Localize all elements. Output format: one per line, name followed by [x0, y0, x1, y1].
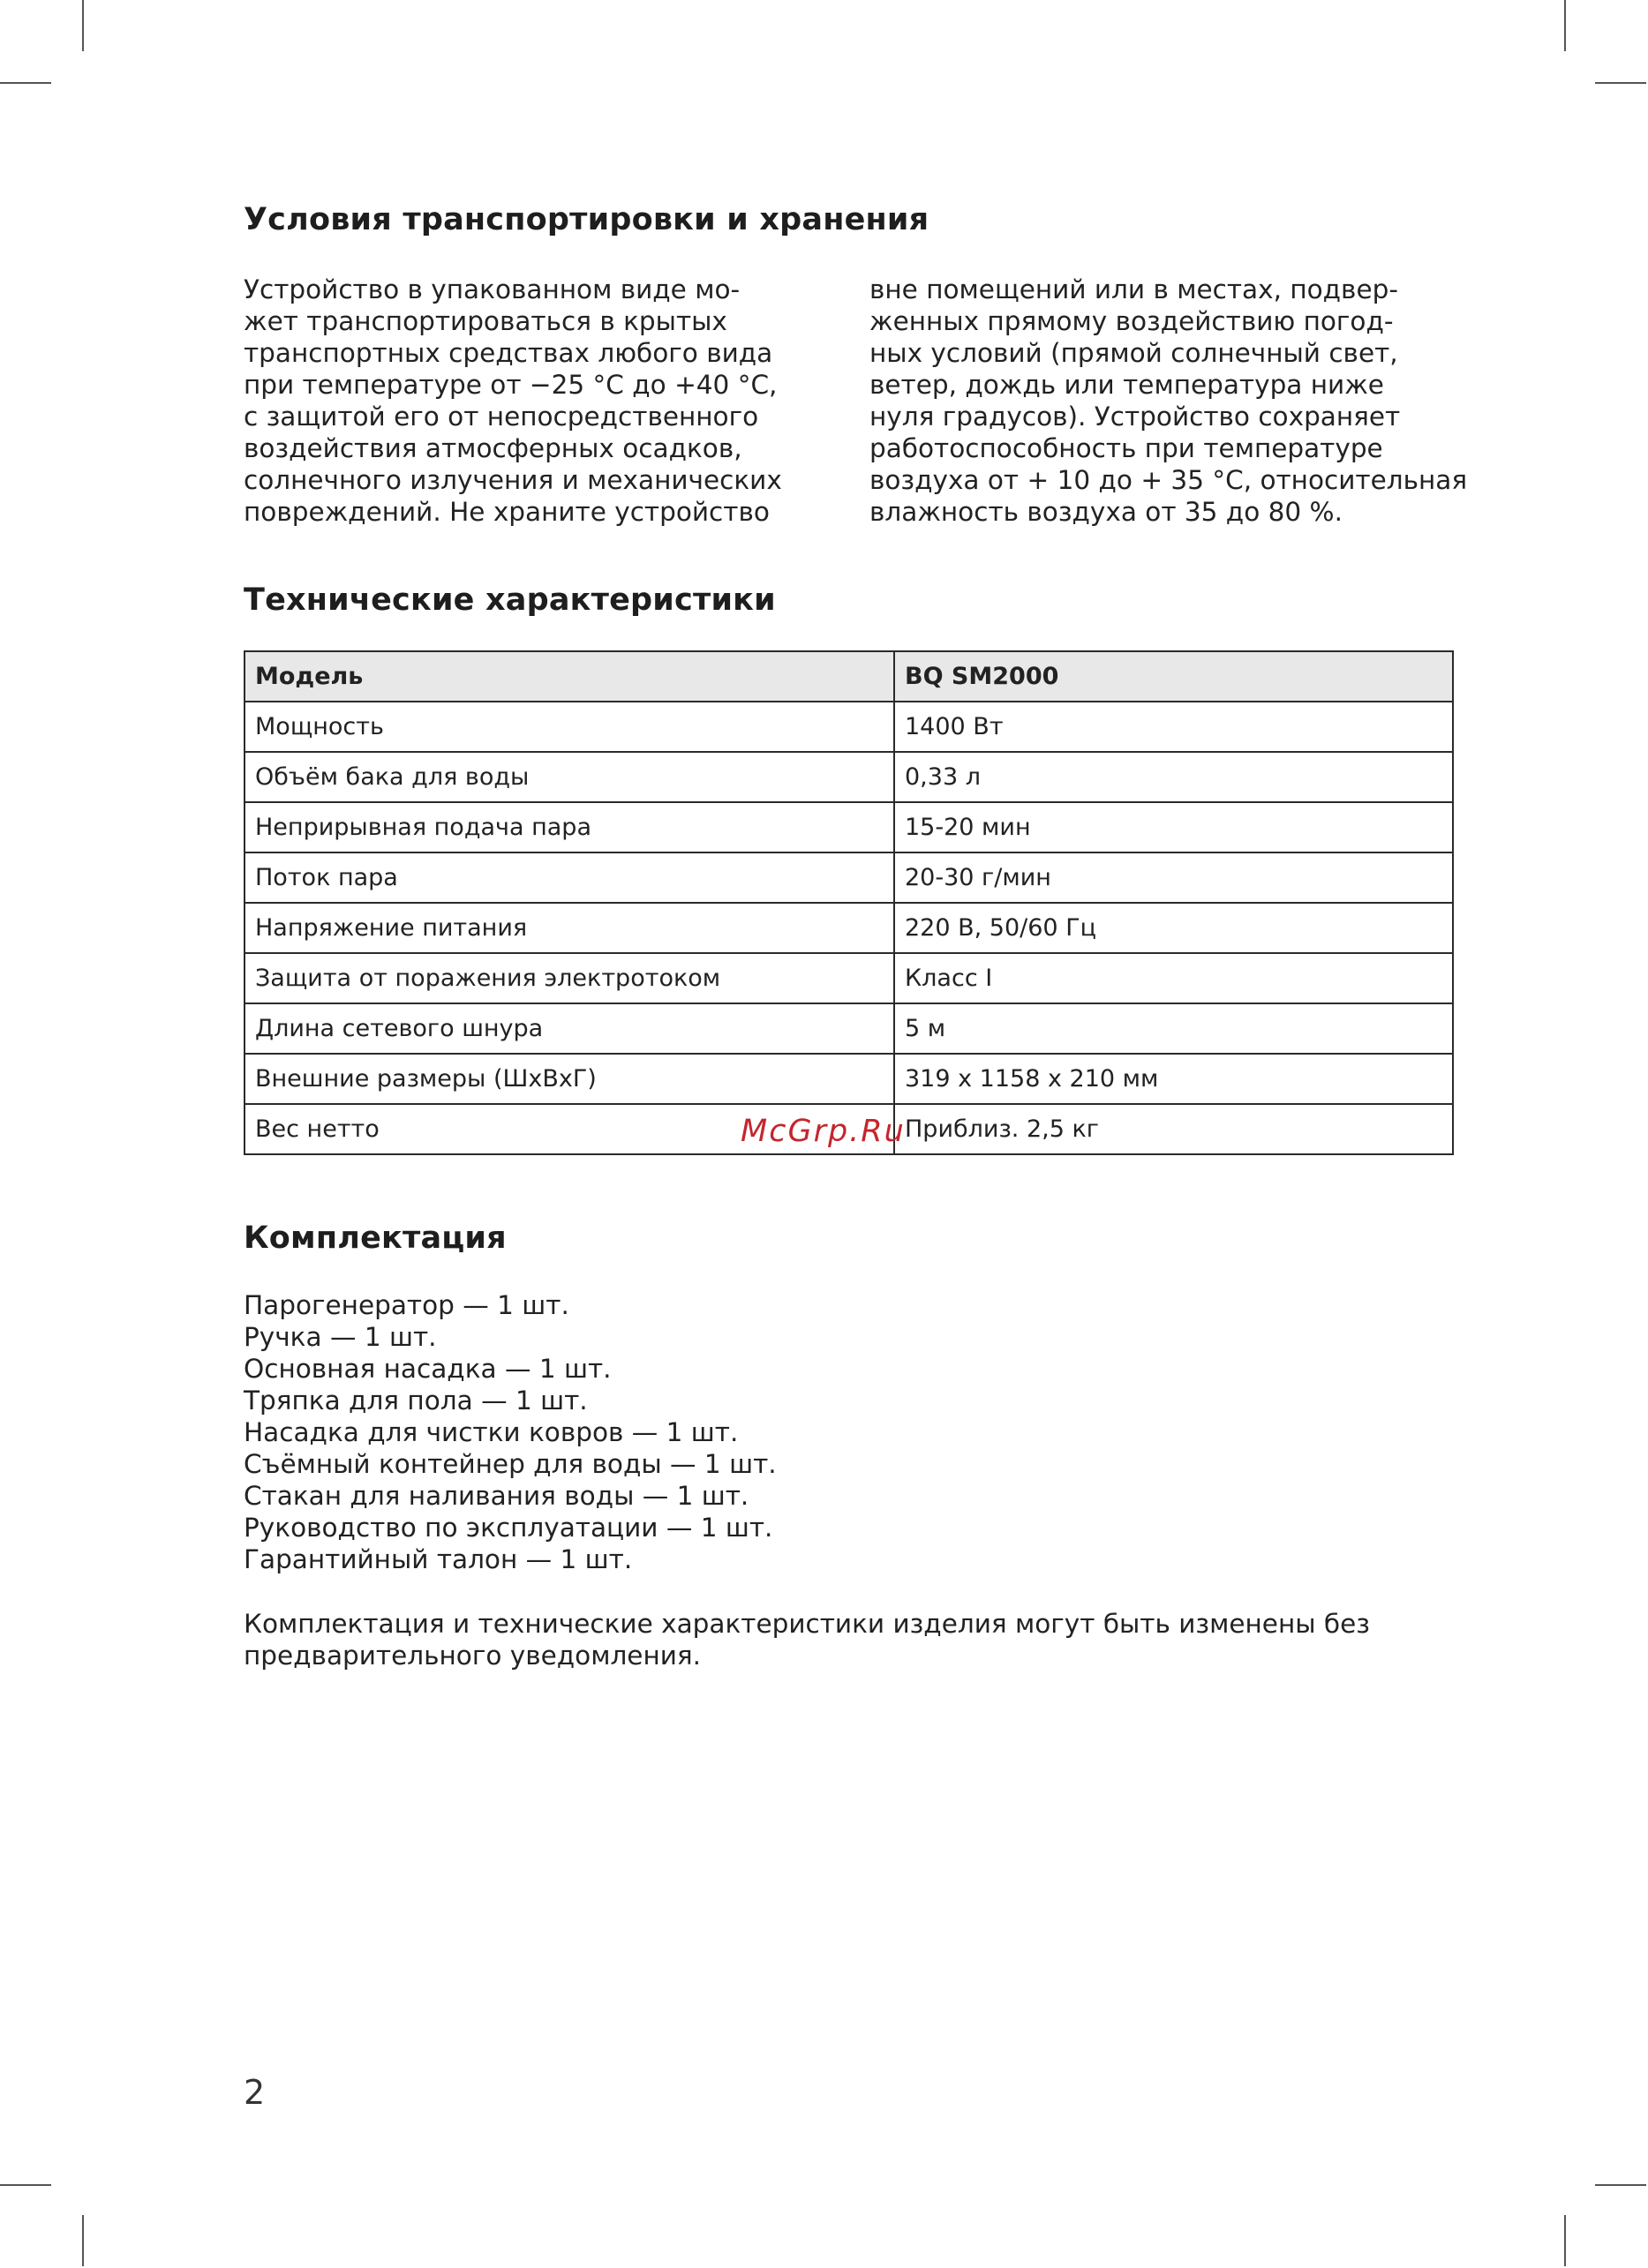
contents-heading: Комплектация — [244, 1220, 507, 1256]
contents-list — [244, 1289, 777, 1575]
table-row — [245, 1054, 1453, 1104]
table-row — [245, 752, 1453, 802]
table-row — [245, 852, 1453, 903]
table-row — [245, 953, 1453, 1003]
crop-mark — [1595, 82, 1646, 84]
spec-label: Внешние размеры (ШхВхГ) — [245, 1054, 894, 1104]
text-line: предварительного уведомления. — [244, 1641, 702, 1671]
list-item: Руководство по эксплуатации — 1 шт. — [244, 1513, 773, 1543]
table-row — [245, 1003, 1453, 1054]
text-line: воздействия атмосферных осадков, — [244, 433, 742, 463]
header-label: Модель — [245, 651, 894, 702]
crop-mark — [1564, 0, 1566, 51]
spec-value: 220 В, 50/60 Гц — [894, 903, 1453, 953]
text-line: работоспособность при температуре — [869, 433, 1383, 463]
spec-value: 20-30 г/мин — [894, 852, 1453, 903]
spec-label: Длина сетевого шнура — [245, 1003, 894, 1054]
text-line: с защитой его от непосредственного — [244, 402, 759, 432]
text-line: ветер, дождь или температура ниже — [869, 370, 1384, 400]
text-line: нуля градусов). Устройство сохраняет — [869, 402, 1401, 432]
header-value: BQ SM2000 — [894, 651, 1453, 702]
crop-mark — [82, 2215, 84, 2266]
watermark-link[interactable]: McGrp.Ru — [741, 1114, 906, 1149]
text-line: солнечного излучения и механических — [244, 465, 782, 495]
text-line: Устройство в упакованном виде мо- — [244, 274, 741, 304]
page-number: 2 — [244, 2073, 266, 2112]
spec-value: 319 x 1158 x 210 мм — [894, 1054, 1453, 1104]
list-item: Тряпка для пола — 1 шт. — [244, 1386, 588, 1416]
list-item: Гарантийный талон — 1 шт. — [244, 1544, 633, 1574]
table-row — [245, 802, 1453, 852]
text-line: транспортных средствах любого вида — [244, 338, 773, 368]
list-item: Насадка для чистки ковров — 1 шт. — [244, 1417, 739, 1447]
table-row — [245, 702, 1453, 752]
crop-mark — [1564, 2215, 1566, 2266]
spec-label: Объём бака для воды — [245, 752, 894, 802]
text-line: Комплектация и технические характеристики изделия могут быть изменены без — [244, 1609, 1370, 1639]
spec-value: 1400 Вт — [894, 702, 1453, 752]
specs-table — [244, 650, 1454, 1155]
spec-value: 5 м — [894, 1003, 1453, 1054]
transport-text-col2 — [869, 274, 1467, 528]
spec-value: 15-20 мин — [894, 802, 1453, 852]
list-item: Съёмный контейнер для воды — 1 шт. — [244, 1449, 777, 1479]
list-item: Ручка — 1 шт. — [244, 1322, 437, 1352]
crop-mark — [1595, 2184, 1646, 2186]
spec-label: Напряжение питания — [245, 903, 894, 953]
text-line: влажность воздуха от 35 до 80 %. — [869, 497, 1343, 527]
table-row — [245, 903, 1453, 953]
transport-heading: Условия транспортировки и хранения — [244, 202, 929, 237]
crop-mark — [0, 2184, 51, 2186]
spec-value: 0,33 л — [894, 752, 1453, 802]
spec-value: Приблиз. 2,5 кг — [894, 1104, 1453, 1154]
text-line: ных условий (прямой солнечный свет, — [869, 338, 1398, 368]
crop-mark — [82, 0, 84, 51]
table-header-row — [245, 651, 1453, 702]
list-item: Стакан для наливания воды — 1 шт. — [244, 1481, 749, 1511]
spec-label: Поток пара — [245, 852, 894, 903]
spec-value: Класс I — [894, 953, 1453, 1003]
spec-label: Неприрывная подача пара — [245, 802, 894, 852]
text-line: вне помещений или в местах, подвер- — [869, 274, 1398, 304]
spec-label: Мощность — [245, 702, 894, 752]
spec-label: Вес нетто — [245, 1104, 894, 1154]
transport-text-col1 — [244, 274, 782, 528]
list-item: Парогенератор — 1 шт. — [244, 1290, 569, 1320]
specs-heading: Технические характеристики — [244, 582, 776, 618]
crop-mark — [0, 82, 51, 84]
text-line: жет транспортироваться в крытых — [244, 306, 727, 336]
text-line: при температуре от −25 °C до +40 °C, — [244, 370, 778, 400]
contents-note — [244, 1608, 1370, 1671]
spec-label: Защита от поражения электротоком — [245, 953, 894, 1003]
text-line: женных прямому воздействию погод- — [869, 306, 1394, 336]
text-line: повреждений. Не храните устройство — [244, 497, 770, 527]
text-line: воздуха от + 10 до + 35 °C, относительная — [869, 465, 1468, 495]
list-item: Основная насадка — 1 шт. — [244, 1354, 612, 1384]
